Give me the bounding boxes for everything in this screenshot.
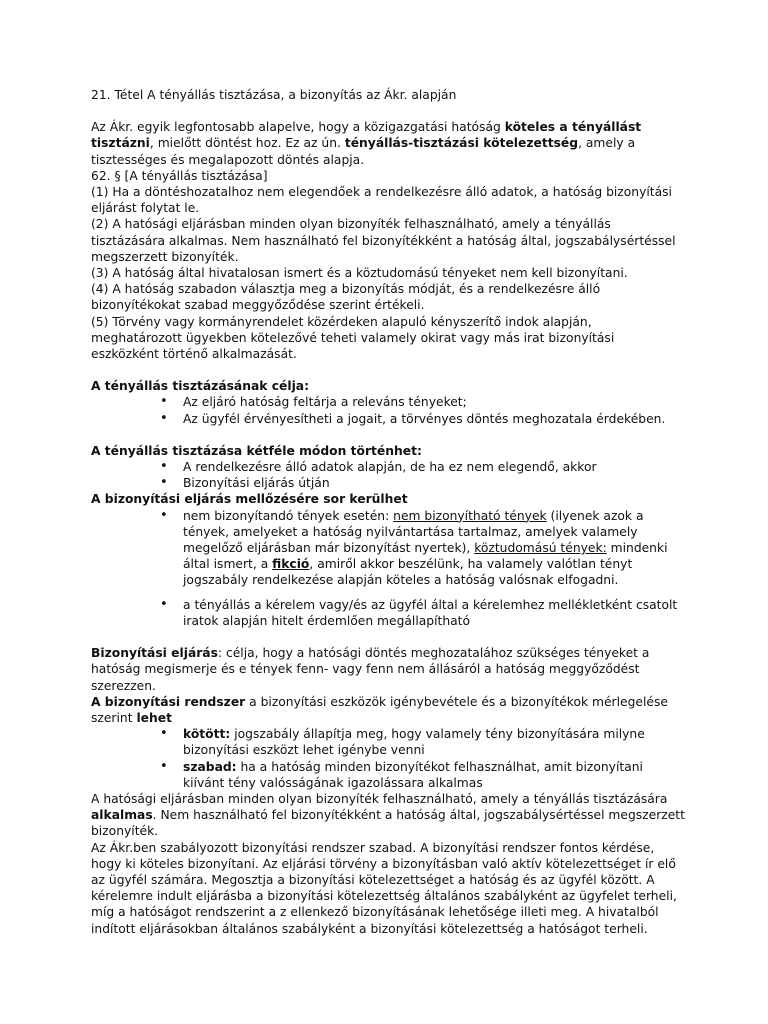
list-item [91,759,686,791]
omission-heading: A bizonyítási eljárás mellőzésére sor kerülhet [91,492,408,507]
spacer [91,103,686,119]
methods-heading: A tényállás tisztázása kétféle módon történhet: [91,443,422,458]
paragraph-2: (2) A hatósági eljárásban minden olyan bizonyíték felhasználható, amely a tényállás tisztázására alkalmas. Nem használható fel bizonyítékként a hatóság által, jogszabálysértéssel megszerzett bizonyíték. [91,217,676,264]
closing-text: A hatósági eljárásban minden olyan bizonyíték felhasználható, amely a tényállás tisztázására [91,791,668,806]
item-text: ha a hatóság minden bizonyítékot felhasználhat, amit bizonyítani kiívánt tény valósságának igazolássara alkalmas [183,759,643,790]
intro-bold: tényállás-tisztázási kötelezettség [344,136,579,151]
system-paragraph [91,694,686,726]
paragraph-3: (3) A hatóság által hivatalosan ismert és a köztudomású tényeket nem kell bizonyítani. [91,266,628,281]
procedure-bold: Bizonyítási eljárás [91,646,218,661]
list-item [91,508,686,589]
spacer [91,427,686,443]
item-label: szabad: [183,759,237,774]
item-text: (ilyenek azok a tények, amelyeket a hatóság nyilvántartása tartalmaz, amelyek valamely megelőző eljárásban már bizonyítást nyertek), [183,508,644,556]
list-item: • A rendelkezésre álló adatok alapján, de ha ez nem elegendő, akkor [91,459,686,475]
system-bold: lehet [136,710,172,725]
system-text: a bizonyítási eszközök igénybevétele és a bizonyítékok mérlegelése szerint [91,694,668,725]
item-text: jogszabály állapítja meg, hogy valamely tény bizonyítására milyne bizonyítási eszközt lehet igénybe venni [183,727,645,758]
procedure-paragraph [91,645,686,694]
item-underlined-bold: fikció [272,557,310,572]
omission-list [91,508,686,589]
paragraph-1: (1) Ha a döntéshozatalhoz nem elegendőek a rendelkezésre álló adatok, a hatóság bizonyítási eljárást folytat le. [91,185,672,216]
system-list [91,726,686,791]
intro-text: , mielőtt döntést hoz. Ez az ún. [149,136,345,151]
spacer [91,629,686,645]
list-item [91,726,686,758]
closing-bold: alkalmas [91,808,153,823]
item-text: mindenki által ismert, a [183,541,668,572]
closing-paragraph-1 [91,791,686,840]
omission-list-2 [91,597,686,629]
closing-paragraph-2: Az Ákr.ben szabályozott bizonyítási rendszer szabad. A bizonyítási rendszer fontos kérdése, hogy ki köteles bizonyítani. Az eljárási törvény a bizonyításban való aktív kötelezettséget ír elő az ügyfél számára. Megosztja a bizonyítási kötelezettséget a hatóság és az ügyfél között. A kérelemre indult eljárásba a bizonyítási kötelezettség általános szabályként az ügyfelet terheli, míg a hatóságot rendszerint a z ellenkező bizonyításának lehetősége illeti meg. A hivatalból indított eljárásokban általános szabályként a bizonyítási kötelezettség a hatóságot terheli. [91,840,677,936]
item-label: kötött: [183,727,231,742]
intro-paragraph [91,119,686,168]
item-underlined: nem bizonyítható tények [393,508,547,523]
intro-bold: köteles a tényállást tisztázni [91,120,642,151]
list-item: • Bizonyítási eljárás útján [91,475,686,491]
purpose-heading: A tényállás tisztázásának célja: [91,379,310,394]
purpose-list [91,394,686,426]
methods-list [91,459,686,491]
list-item: • a tényállás a kérelem vagy/és az ügyfél által a kérelemhez mellékletként csatolt iratok alapján hitelt érdemlően megállapítható [91,597,686,629]
document-title: 21. Tétel A tényállás tisztázása, a bizonyítás az Ákr. alapján [91,88,457,102]
item-text: nem bizonyítandó tények esetén: [183,508,394,523]
procedure-text: : célja, hogy a hatósági döntés meghozatalához szükséges tényeket a hatóság megismerje és e tények fenn- vagy fenn nem állásáról a hatóság meggyőződést szerezzen. [91,646,650,693]
list-item: • Az ügyfél érvényesítheti a jogait, a törvényes döntés meghozatala érdekében. [91,411,686,427]
spacer [91,589,686,597]
paragraph-5: (5) Törvény vagy kormányrendelet közérdeken alapuló kényszerítő indok alapján, meghatározott ügyekben kötelezővé teheti valamely okirat vagy más irat bizonyítási eszközként történő alkalmazását. [91,314,615,362]
document-page [91,87,686,937]
spacer [91,362,686,378]
list-item: • Az eljáró hatóság feltárja a releváns tényeket; [91,394,686,410]
paragraph-4: (4) A hatóság szabadon választja meg a bizonyítás módját, és a rendelkezésre álló bizonyítékokat szabad meggyőződése szerint értékeli. [91,282,601,313]
closing-text: . Nem használható fel bizonyítékként a hatóság által, jogszabálysértéssel megszerzett bizonyíték. [91,808,685,839]
system-bold: A bizonyítási rendszer [91,694,246,709]
intro-text: Az Ákr. egyik legfontosabb alapelve, hogy a közigazgatási hatóság [91,120,505,135]
item-text: , amiről akkor beszélünk, ha valamely valótlan tényt jogszabály rendelkezése alapján köteles a hatóság valósnak elfogadni. [183,557,633,588]
section-header: 62. § [A tényállás tisztázása] [91,168,268,183]
intro-text: , amely a tisztességes és megalapozott döntés alapja. [91,136,636,167]
item-underlined: köztudomású tények: [474,541,607,556]
